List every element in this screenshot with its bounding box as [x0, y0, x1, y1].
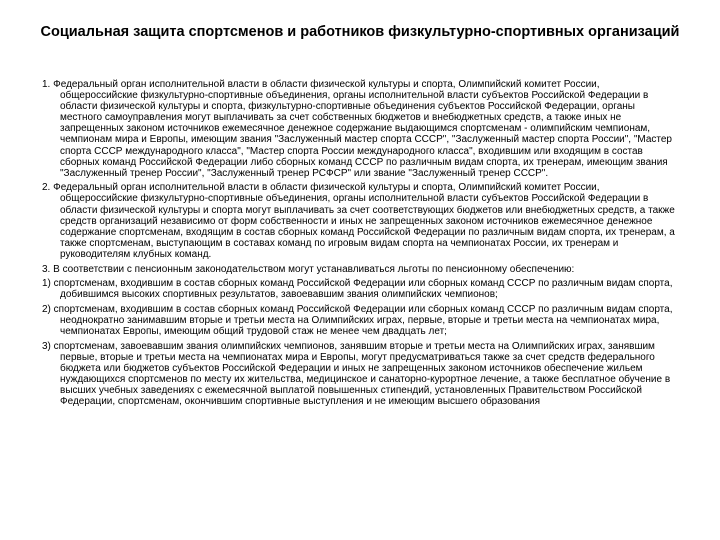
paragraph-2: 2. Федеральный орган исполнительной власти в области физической культуры и спорта, Олимпийский комитет России, общероссийские физкультурно-спортивные объединения, органы исполнительной власти субъектов Российской Федерации в области физической культуры и спорта могут выплачивать за счет соответствующих бюджетов или внебюджетных средств, а также средств организаций независимо от форм собственности и иных не запрещенных законом источников ежемесячное денежное содержание спортсменам, входящим в состав сборных команд Российской Федерации по различным видам спорта, их тренерам, а также спортсменам, выступающим в составах команд по игровым видам спорта на чемпионатах России, их тренерам и руководителям клубных команд. — [42, 182, 675, 260]
paragraph-1: 1. Федеральный орган исполнительной власти в области физической культуры и спорта, Олимпийский комитет России, общероссийские физкультурно-спортивные объединения, органы исполнительной власти субъектов Российской Федерации в области физической культуры и спорта, физкультурно-спортивные объединения субъектов Российской Федерации, органы местного самоуправления могут выплачивать за счет собственных бюджетов и внебюджетных средств, а также иных не запрещенных законом источников ежемесячное денежное содержание выдающимся спортсменам - олимпийским чемпионам, чемпионам мира и Европы, имеющим звания "Заслуженный мастер спорта СССР", "Заслуженный мастер спорта России", "Мастер спорта СССР международного класса", "Мастер спорта России международного класса", входившим или входящим в состав сборных команд Российской Федерации либо сборных команд СССР по различным видам спорта, их тренерам, имеющим звания "Заслуженный тренер России", "Заслуженный тренер РСФСР" или звание "Заслуженный тренер СССР". — [42, 79, 672, 179]
list-item-1: 1) спортсменам, входившим в состав сборных команд Российской Федерации или сборных команд СССР по различным видам спорта, добившимся высоких спортивных результатов, завоевавшим звания олимпийских чемпионов; — [42, 278, 673, 301]
page-title: Социальная защита спортсменов и работников физкультурно-спортивных организаций — [40, 24, 680, 40]
list-item-3: 3) спортсменам, завоевавшим звания олимпийских чемпионов, занявшим вторые и третьи места на Олимпийских играх, занявшим первые, вторые и третьи места на чемпионатах мира и Европы, могут предусматриваться также за счет средств федерального бюджета или бюджетов субъектов Российской Федерации и иных не запрещенных законом источников обеспечение жильем нуждающихся спортсменов по месту их жительства, медицинское и санаторно-курортное лечение, а также бесплатное обучение в высших учебных заведениях с ежемесячной выплатой повышенных стипендий, установленных Правительством Российской Федерации, спортсменам, окончившим спортивные выступления и не имеющим высшего образования — [42, 340, 671, 408]
document-body — [42, 79, 678, 411]
paragraph-3: 3. В соответствии с пенсионным законодательством могут устанавливаться льготы по пенсионному обеспечению: — [42, 263, 575, 275]
list-item-2: 2) спортсменам, входившим в состав сборных команд Российской Федерации или сборных команд СССР по различным видам спорта, неоднократно занимавшим вторые и третьи места на Олимпийских играх, первые, вторые и третьи места на чемпионатах мира, чемпионатах Европы, имеющим общий трудовой стаж не менее чем двадцать лет; — [42, 303, 673, 337]
